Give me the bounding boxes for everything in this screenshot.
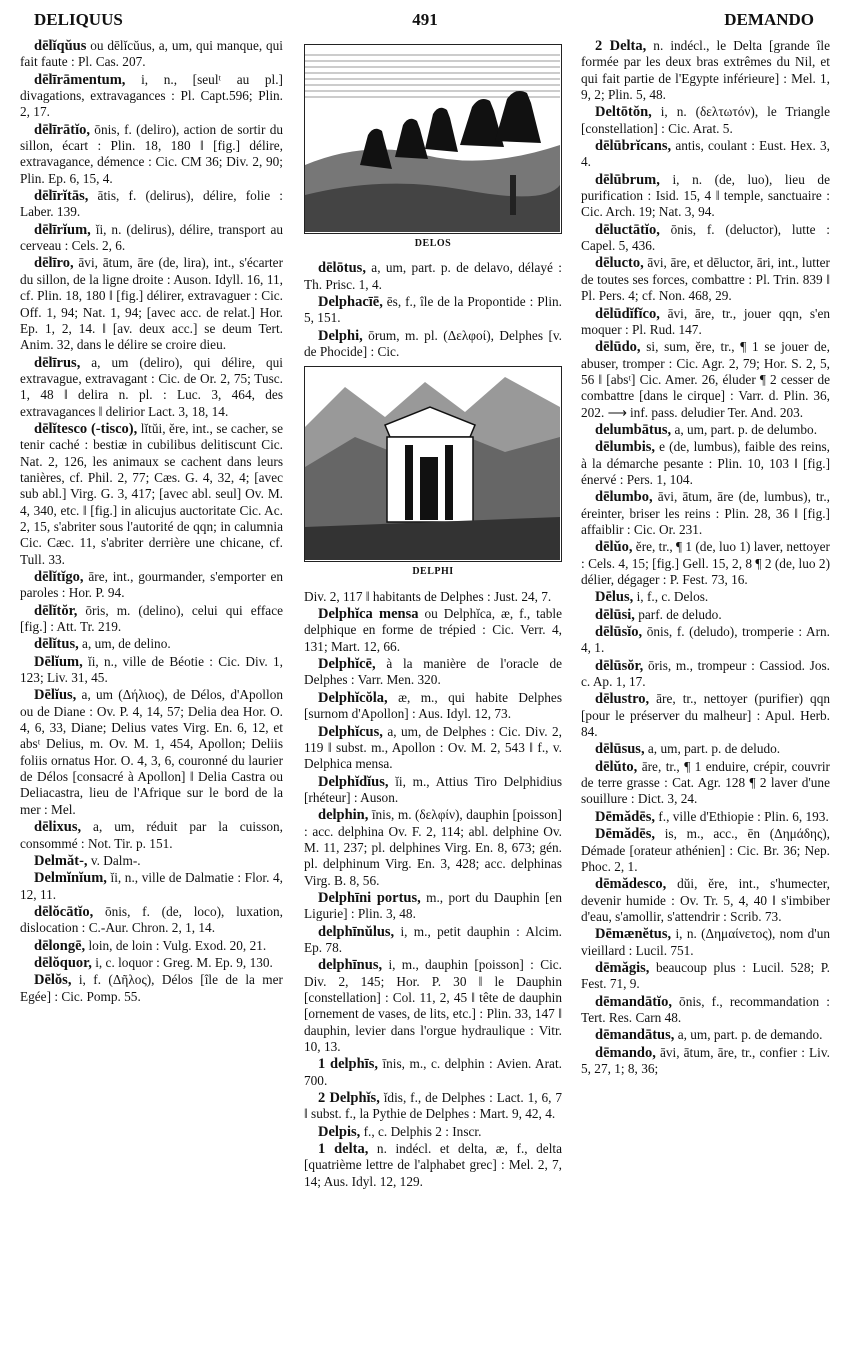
entry-definition: āvi, āre, et dēluctor, āri, int., lutter de toutes ses forces, combattre : Pl. Trin. 839 ‖ Pl. Pers. 4; cf. Non. 468, 29. [581,255,830,304]
entry-headword: 1 delphīs, [318,1056,378,1073]
entry-definition: īnis, m. (δελφίν), dauphin [poisson] : acc. delphina Ov. F. 2, 114; abl. delphine Ov. M. 11, 237; pl. delphines Virg. En. 8, 673; gén. pl. delphinum Virg. En. 3, 428; acc. delphinas Virg. B. 8, 56. [304,807,562,888]
entry-headword: Dēlus, [595,589,634,606]
entry-headword: dēlīrĭum, [34,221,91,238]
entry-definition: a, um, part. p. de delumbo. [671,421,818,437]
dictionary-entry [581,38,830,103]
dictionary-entry [581,809,830,825]
entry-headword: 1 delta, [318,1141,369,1158]
delos-caption: DELOS [414,238,452,249]
entry-definition: a, um, de delino. [78,636,171,652]
column-right [581,38,830,1078]
entry-definition: a, um (deliro), qui délire, qui extravague, extravagant : Cic. de Or. 2, 75; Tusc. 1, 48 ‖ delira n. pl. : Luc. 3, 464, des extravagances ‖ delirior Lact. 3, 18, 14. [20,354,283,419]
entry-headword: Delphīni portus, [318,889,421,906]
dictionary-entry [20,636,283,652]
dictionary-entry [581,306,830,339]
dictionary-entry [20,569,283,602]
dictionary-entry [20,38,283,71]
dictionary-entry [581,138,830,171]
entry-definition: āvi, ātum, āre (de, lira), int., s'écarter du sillon, de la ligne droite : Auson. Idyll. 16, 11, cf. Plin. 18, 180 ‖ [fig.] délirer, extravaguer : Cic. Off. 1, 94; Nat. 1, 94; [avec acc. de relat.] Hor. Ep. 1, 2, 14. ‖ [av. deux acc.] se deum Tert. Anim. 32, dans le délire se croire dieu. [20,255,283,353]
dictionary-entry [581,826,830,875]
entry-headword: dēlongē, [34,937,86,954]
dictionary-entry [20,654,283,687]
entry-definition: v. Dalm-. [87,852,141,868]
entry-definition: i, n., [seulᵗ au pl.] divagations, extravagances : Pl. Capt.596; Plin. 2, 17. [20,71,283,120]
entry-definition: ēs, f., île de la Propontide : Plin. 5, 151. [304,294,562,326]
dictionary-entry [581,222,830,255]
entry-definition: āre, int., gourmander, s'emporter en paroles : Hor. P. 94. [20,569,283,601]
dictionary-entry [20,687,283,818]
entry-headword: dēlumbo, [595,489,653,506]
entry-definition: a, um, de Delphes : Cic. Div. 2, 119 ‖ subst. m., Apollon : Ov. M. 2, 543 ‖ f., v. Delphica mensa. [304,723,562,772]
entry-definition: āre, tr., ¶ 1 enduire, crépir, couvrir de terre grasse : Cat. Agr. 128 ¶ 2 laver d'une souillure : Dict. 3, 24. [581,758,830,807]
dictionary-entry [20,421,283,568]
entry-headword: dēlīrus, [34,354,81,371]
dictionary-entry [581,960,830,993]
entry-headword: dēlŏquor, [34,954,92,971]
dictionary-entry [581,172,830,221]
dictionary-entry [304,1090,562,1123]
entry-definition: ĭi, n., ville de Béotie : Cic. Div. 1, 123; Liv. 31, 45. [20,653,283,686]
dictionary-entry [304,807,562,889]
dictionary-entry [581,589,830,605]
dictionary-entry [304,606,562,655]
entry-headword: dēlucto, [595,255,644,272]
entry-headword: Dēlŏs, [34,972,72,989]
entry-headword: dēluctātĭo, [595,221,660,238]
entry-definition: ōnis, f. (deliro), action de sortir du sillon, écart : Plin. 18, 180 ‖ [fig.] délire, extravagance, démence : Cic. CM 36; Div. 2, 90; Plin. Ep. 6, 15, 4. [20,121,283,186]
entry-headword: delphīnus, [318,957,383,974]
dictionary-entry [304,656,562,689]
entry-headword: Delpis, [318,1123,361,1140]
dictionary-entry [581,876,830,925]
entry-definition: beaucoup plus : Lucil. 528; P. Fest. 71, 9. [581,959,830,992]
entry-definition: ōris, m., trompeur : Cassiod. Jos. c. Ap. 1, 17. [581,657,830,690]
entry-definition: a, um, part. p. de demando. [674,1027,823,1043]
dictionary-entry [304,774,562,807]
entry-headword: dēlūsi, [595,606,635,623]
dictionary-entry [20,972,283,1005]
entry-headword: Dēlĭum, [34,653,83,670]
entry-definition: lĭtŭi, ĕre, int., se cacher, se tenir caché : bestiæ in cubilibus delitiscunt Cic. Nat. 2, 126, les animaux se cachent dans leurs tanières, cf. Phil. 2, 77; Cæs. G. 4, 32, 4; [avec sub abl.] Virg. G. 3, 417; [avec abl. seul] Ov. M. 4, 340, etc. ‖ [fig.] in alicujus auctoritate Cic. Ac. 2, 15, s'abriter sous l'autorité de qqn; in calumnia Cic. Cæc. 11, s'abriter derrière une chicane, cf. Tull. 33. [20,420,283,567]
column-middle-bottom-entries [304,589,562,1190]
dictionary-entry [20,955,283,971]
entry-headword: dēmando, [595,1044,656,1061]
entry-definition: āre, tr., nettoyer (purifier) qqn [pour le préserver du malheur] : Apul. Herb. 84. [581,691,830,740]
entry-headword: Delphĭdĭus, [318,773,389,790]
entry-headword: dēlūbrum, [595,171,660,188]
dictionary-entry [581,422,830,438]
entry-definition: e (de, lumbus), faible des reins, à la démarche pesante : Plin. 10, 103 ‖ [fig.] énervé : Pers. 1, 104. [581,439,830,487]
dictionary-entry [581,489,830,538]
entry-definition: īnis, m., c. delphin : Avien. Arat. 700. [304,1056,562,1088]
entry-headword: dēlūsĭo, [595,624,643,641]
entry-headword: delumbātus, [595,421,672,438]
entry-headword: delphīnŭlus, [318,923,395,940]
dictionary-entry [20,938,283,954]
entry-headword: dēmandātĭo, [595,993,672,1010]
entry-headword: Delphĭcŏla, [318,689,388,706]
dictionary-entry [20,188,283,221]
entry-definition: ātis, f. (delirus), délire, folie : Laber. 139. [20,188,283,220]
entry-headword: dēlūdo, [595,339,641,356]
dictionary-entry [304,589,562,605]
dictionary-entry [304,260,562,293]
dictionary-entry [304,294,562,327]
entry-headword: dēlōtus, [318,260,366,277]
entry-definition: dŭi, ĕre, int., s'humecter, devenir humide : Ov. Tr. 5, 4, 40 ‖ s'imbiber d'eau, s'amollir, s'attendrir : Scrib. 73. [581,876,830,924]
entry-headword: dēlūsŏr, [595,657,644,674]
entry-headword: dēlīro, [34,255,74,272]
entry-definition: ĕre, tr., ¶ 1 (de, luo 1) laver, nettoyer : Cels. 4, 15; [fig.] Gell. 15, 2, 8 ¶ 2 (de, luo 2) délier, dégager : P. Fest. 73, 16. [581,539,830,587]
dictionary-entry [20,355,283,420]
entry-definition: i, n. (Δημαίνετος), nom d'un vieillard : Lucil. 751. [581,926,830,958]
entry-definition: ou dēlĭcŭus, a, um, qui manque, qui fait faute : Pl. Cas. 207. [20,38,283,70]
entry-headword: Delphĭcē, [318,656,376,673]
entry-definition: Div. 2, 117 ‖ habitants de Delphes : Just. 24, 7. [304,588,552,604]
entry-headword: dēlĭtŏr, [34,602,78,619]
entry-definition: a, um, part. p. de delavo, délayé : Th. Prisc. 1, 4. [304,260,562,292]
entry-headword: dēlĭtesco (-tisco), [34,420,138,437]
entry-definition: ou Delphĭca, æ, f., table delphique en forme de trépied : Cic. Verr. 4, 131; Mart. 12, 66. [304,606,562,654]
dictionary-entry [20,904,283,937]
entry-headword: dēlŏcātĭo, [34,903,94,920]
entry-definition: n. indécl., le Delta [grande île formée par les deux bras extrêmes du Nil, et qui fait partie de l'Egypte inférieure] : Mel. 1, 9, 2; Plin. 5, 48. [581,38,830,103]
dictionary-entry [581,691,830,740]
dictionary-entry [304,1056,562,1089]
header-last-word: DEMANDO [724,10,814,29]
entry-definition: à la manière de l'oracle de Delphes : Varr. Men. 320. [304,656,562,688]
entry-headword: dēlīrātĭo, [34,121,90,138]
entry-definition: is, m., acc., ēn (Δημάδης), Démade [orateur athénien] : Cic. Br. 36; Nep. Phoc. 2, 1. [581,826,830,874]
entry-headword: dēlūdĭfĭco, [595,305,660,322]
entry-definition: loin, de loin : Vulg. Exod. 20, 21. [85,937,267,953]
column-left [20,38,283,1006]
delphi-treasury-engraving [305,367,560,560]
entry-headword: dēlūbrĭcans, [595,138,672,155]
dictionary-entry [581,926,830,959]
entry-headword: dēlŭto, [595,758,638,775]
entry-definition: parf. de deludo. [634,606,722,622]
entry-headword: Dēmădēs, [595,808,656,825]
entry-definition: a, um (Δήλιος), de Délos, d'Apollon ou de Diane : Ov. P. 4, 14, 57; Delia dea Hor. O. 4, 6, 33, Diane; Delius vates Virg. En. 6, 12, et absᵗ Delius, m. Ov. M. 1, 454, Apollon; Deliis foliis ornatus Hor. O. 4, 3, 6, couronné du laurier de Délos [consacré à Apollon] ‖ Delia Castra ou Deliacastra, lieu de l'Afrique sur le bord de la mer : Mel. [20,687,283,817]
entry-headword: delphin, [318,807,369,824]
entry-definition: āvi, ātum, āre, tr., confier : Liv. 5, 27, 1; 8, 36; [581,1044,830,1076]
dictionary-entry [581,1045,830,1078]
dictionary-entry [304,1124,562,1140]
delos-lions-engraving [305,45,560,232]
entry-headword: dēlīrāmentum, [34,71,126,88]
entry-definition: f., ville d'Ethiopie : Plin. 6, 193. [655,808,829,824]
dictionary-entry [581,759,830,808]
entry-definition: i, n. (de, luo), lieu de purification : Isid. 15, 4 ‖ temple, sanctuaire : Cic. Arch. 19; Nat. 3, 94. [581,171,830,220]
entry-definition: i, c. loquor : Greg. M. Ep. 9, 130. [91,954,273,970]
dictionary-entry [304,957,562,1055]
entry-headword: dēlustro, [595,691,650,708]
entry-definition: āvi, ātum, āre (de, lumbus), tr., éreinter, briser les reins : Plin. 28, 36 ‖ [fig.] affaiblir : Cic. Or. 231. [581,489,830,537]
dictionary-entry [581,741,830,757]
entry-definition: ōnis, f. (deluctor), lutte : Capel. 5, 436. [581,221,830,254]
dictionary-entry [304,890,562,923]
entry-definition: a, um, part. p. de deludo. [644,741,781,757]
entry-definition: ōnis, f. (deludo), tromperie : Arn. 4, 1. [581,624,830,656]
dictionary-entry [581,624,830,657]
dictionary-entry [581,1027,830,1043]
entry-definition: āvi, āre, tr., jouer qqn, s'en moquer : Pl. Rud. 147. [581,305,830,337]
dictionary-entry [20,819,283,852]
entry-headword: dēlīrĭtās, [34,188,89,205]
entry-headword: 2 Delta, [595,38,647,54]
entry-headword: Delphi, [318,327,363,344]
dictionary-entry [20,603,283,636]
entry-definition: i, n. (δελτωτόν), le Triangle [constellation] : Cic. Arat. 5. [581,104,830,136]
entry-headword: dēlĭqŭus [34,38,87,54]
entry-headword: dēlĭtus, [34,636,79,653]
page-number: 491 [412,10,438,29]
delphi-caption: DELPHI [412,566,454,578]
dictionary-entry [581,104,830,137]
entry-headword: Delmăt-, [34,852,88,869]
column-middle-top-entries [304,260,562,360]
dictionary-entry [20,870,283,903]
dictionary-entry [581,255,830,304]
entry-definition: a, um, réduit par la cuisson, consommé : Not. Tir. p. 151. [20,819,283,851]
entry-definition: ōris, m. (delino), celui qui efface [fig.] : Att. Tr. 219. [20,602,283,635]
entry-headword: dēmăgis, [595,959,650,976]
dictionary-entry [304,690,562,723]
entry-headword: Dēmænĕtus, [595,926,672,943]
entry-definition: m., port du Dauphin [en Ligurie] : Plin. 3, 48. [304,889,562,922]
entry-headword: Delphĭca mensa [318,606,419,623]
dictionary-entry [304,924,562,957]
entry-definition: ĭi, n., ville de Dalmatie : Flor. 4, 12, 11. [20,870,283,902]
dictionary-entry [581,339,830,421]
dictionary-entry [20,122,283,187]
entry-definition: ōnis, f. (de, loco), luxation, dislocation : C.-Aur. Chron. 2, 1, 14. [20,903,283,936]
dictionary-entry [20,853,283,869]
entry-definition: æ, m., qui habite Delphes [surnom d'Apollon] : Aus. Idyl. 12, 73. [304,689,562,722]
entry-headword: Delphĭcus, [318,723,383,740]
running-header [20,4,830,34]
dictionary-entry [581,539,830,588]
entry-definition: i, f. (Δῆλος), Délos [île de la mer Egée] : Cic. Pomp. 55. [20,972,283,1004]
delphi-illustration [304,366,562,562]
entry-definition: i, m., petit dauphin : Alcim. Ep. 78. [304,923,562,955]
entry-headword: dēlŭo, [595,539,633,556]
entry-definition: ĭdis, f., de Delphes : Lact. 1, 6, 7 ‖ subst. f., la Pythie de Delphes : Mart. 9, 42, 4. [304,1090,562,1122]
dictionary-entry [304,1141,562,1190]
entry-definition: n. indécl. et delta, æ, f., delta [quatrième lettre de l'alphabet grec] : Mel. 2, 7, 14; Aus. Idyl. 12, 129. [304,1141,562,1189]
entry-headword: dēlĭtĭgo, [34,569,84,585]
entry-headword: dēmandātus, [595,1027,675,1044]
entry-headword: 2 Delphĭs, [318,1090,380,1107]
dictionary-entry [581,658,830,691]
dictionary-entry [20,72,283,121]
entry-definition: ōrum, m. pl. (Δελφοί), Delphes [v. de Phocide] : Cic. [304,327,562,360]
dictionary-entry [581,439,830,488]
entry-definition: i, m., dauphin [poisson] : Cic. Div. 2, 145; Hor. P. 30 ‖ le Dauphin [constellation] : Col. 11, 2, 45 ‖ tête de dauphin [ornement de vases, de lits, etc.] : Plin. 33, 147 ‖ dauphin, levier dans l'orgue hydraulique : Vitr. 10, 13. [304,957,562,1055]
entry-headword: Dēmădēs, [595,826,656,843]
delos-illustration [304,44,562,234]
entry-definition: i, f., c. Delos. [633,589,709,605]
entry-headword: Delmĭnĭum, [34,870,107,887]
entry-definition: f., c. Delphis 2 : Inscr. [360,1123,482,1139]
entry-headword: dēlūsus, [595,741,645,758]
entry-definition: ĭi, n. (delirus), délire, transport au cerveau : Cels. 2, 6. [20,221,283,254]
entry-headword: dēlixus, [34,819,82,836]
entry-definition: si, sum, ĕre, tr., ¶ 1 se jouer de, abuser, tromper : Cic. Agr. 2, 79; Hor. S. 2, 5, 56 ‖ [absᵗ] Cic. Amer. 26, éluder ¶ 2 cesser de combattre [dans le cirque] : Varr. d. Plin. 36, 202. ⟶ inf. pass. deludier Ter. And. 203. [581,339,830,420]
dictionary-entry [581,607,830,623]
entry-headword: Delphacīē, [318,294,383,311]
entry-headword: Deltōtŏn, [595,104,652,121]
dictionary-entry [304,328,562,361]
dictionary-entry [581,994,830,1027]
entry-headword: dēmădesco, [595,876,667,893]
entry-definition: ĭi, m., Attius Tiro Delphidius [rhéteur] : Auson. [304,773,562,805]
entry-headword: Dēlĭus, [34,687,77,704]
entry-headword: dēlumbis, [595,439,656,456]
entry-definition: antis, coulant : Eust. Hex. 3, 4. [581,138,830,170]
dictionary-entry [20,222,283,255]
column-middle [304,38,562,1191]
dictionary-entry [304,724,562,773]
dictionary-entry [20,255,283,353]
header-first-word: DELIQUUS [34,10,123,29]
entry-definition: ōnis, f., recommandation : Tert. Res. Carn 48. [581,993,830,1025]
